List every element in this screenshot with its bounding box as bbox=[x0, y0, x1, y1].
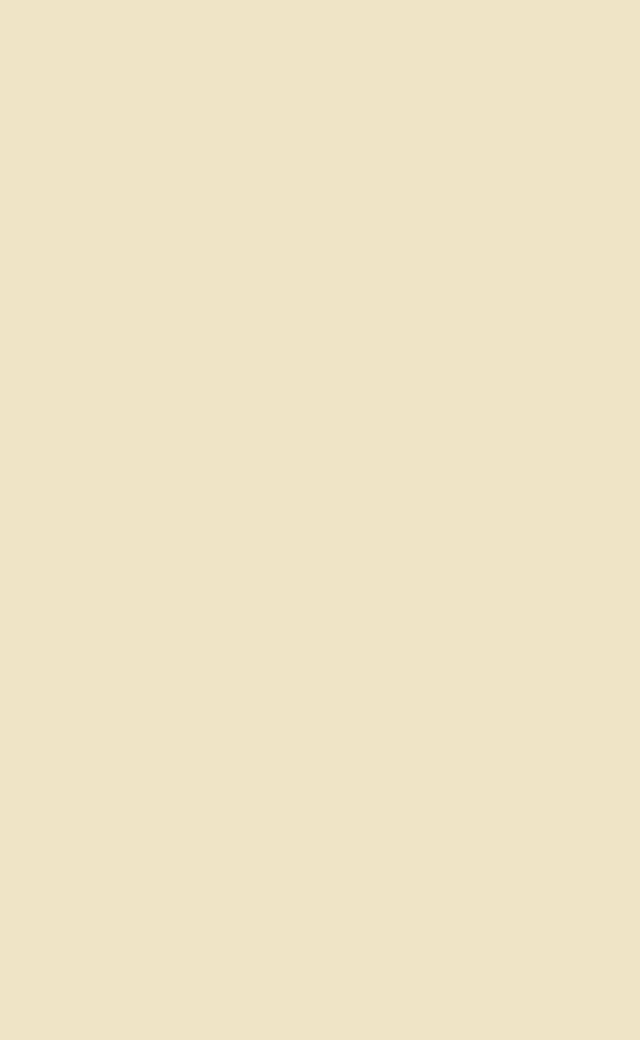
system-3-staves bbox=[40, 470, 632, 670]
system-2-staves bbox=[40, 256, 632, 456]
chorus-staves bbox=[40, 690, 632, 850]
system-1 bbox=[40, 58, 632, 258]
system-5 bbox=[40, 868, 632, 1018]
system-1-staves bbox=[40, 58, 632, 258]
chorus-system bbox=[40, 690, 632, 850]
system-2 bbox=[40, 256, 632, 456]
system-3 bbox=[40, 470, 632, 670]
system-5-staves bbox=[40, 868, 632, 1018]
